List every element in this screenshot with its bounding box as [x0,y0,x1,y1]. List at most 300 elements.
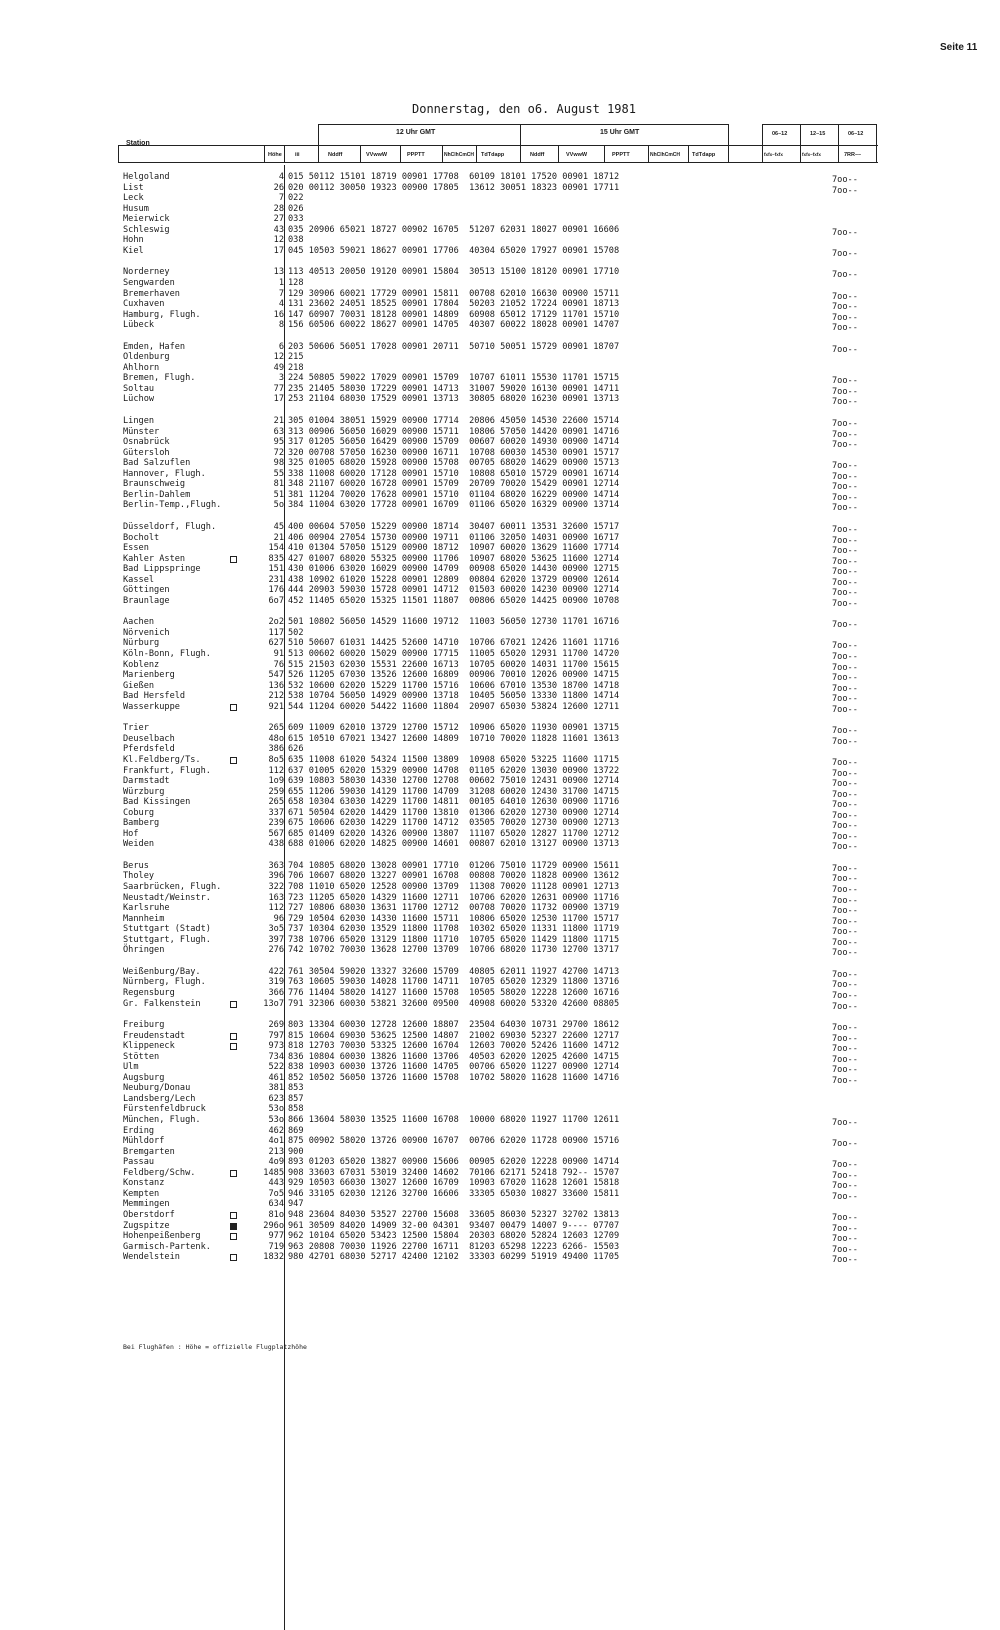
observation-row: 737 10304 62030 13529 11800 11708 10302 65020 11331 11800 11719 [288,924,620,935]
station-height: 627 [268,638,284,649]
header-col: VVwwW [566,152,588,158]
station-name: Marienberg [123,670,175,681]
observation-row: 908 33603 67031 53019 32400 14602 70106 62171 52418 792-- 15707 [288,1167,620,1178]
station-height: 55 [273,468,284,479]
observation-row: 338 11008 60020 17128 00901 15710 10808 65010 15729 00901 16714 [288,468,620,479]
station-height: 1 [278,277,284,288]
station-height: 443 [268,1178,284,1189]
station-height: 12 [273,352,284,363]
station-name: Helgoland [123,172,170,182]
observation-row: 738 10706 65020 13129 11800 11710 10705 65020 11429 11800 11715 [288,934,620,945]
station-height: 176 [268,585,284,596]
precipitation-group: 7oo-- [832,524,858,535]
station-name: Braunlage [123,595,170,606]
observation-row: 026 [288,203,304,214]
precipitation-group: 7oo-- [832,1212,858,1223]
precipitation-group: 7oo-- [832,556,858,567]
station-name: Sengwarden [123,277,175,288]
station-name: Düsseldorf, Flugh. [123,521,217,532]
observation-row: 444 20903 59030 15728 00901 14712 01503 60020 14230 00900 12714 [288,585,620,596]
observation-row: 510 50607 61031 14425 52600 14710 10706 67021 12426 11601 11716 [288,638,620,649]
station-name: Bad Salzuflen [123,458,191,469]
observation-row: 452 11405 65020 15325 11501 11807 00806 65020 14425 00900 10708 [288,595,620,606]
observation-row: 131 23602 24051 18525 00901 17804 50203 21052 17224 00901 18713 [288,299,620,310]
station-name: Neuburg/Donau [123,1083,191,1094]
station-name: Öhringen [123,945,165,956]
station-height: 259 [268,786,284,797]
station-name: Aachen [123,617,155,628]
station-name: Neustadt/Weinstr. [123,892,211,903]
station-height: 6 [278,341,284,352]
station-name: Freudenstadt [123,1030,186,1041]
observation-row: 675 10606 62030 14229 11700 14712 03505 70020 12730 00900 12713 [288,818,620,829]
station-height: 13 [273,267,284,278]
precipitation-group: 7oo-- [832,1118,858,1128]
precipitation-group: 7oo-- [832,567,858,578]
station-height: 21 [273,532,284,543]
station-name: München, Flugh. [123,1115,201,1125]
precipitation-group: 7oo-- [832,1065,858,1076]
observation-row: 305 01004 38051 15929 00900 17714 20806 45050 14530 22600 15714 [288,416,620,426]
precipitation-group: 7oo-- [832,969,858,980]
precipitation-group: 7oo-- [832,482,858,493]
precipitation-group: 7oo-- [832,768,858,779]
observation-row: 723 11205 65020 14329 11600 12711 10706 62020 12631 00900 11716 [288,892,620,903]
station-height: 7o5 [268,1188,284,1199]
header-col: NhClhCmCH [650,152,680,158]
precipitation-group: 7oo-- [832,1191,858,1202]
station-name: Würzburg [123,786,165,797]
observation-row: 538 10704 56050 14929 00900 13718 10405 56050 13330 11800 14714 [288,691,620,702]
precipitation-group: 7oo-- [832,874,858,885]
observation-row: 688 01006 62020 14825 00900 14601 00807 62010 13127 00900 13713 [288,839,620,850]
header-extra: fxfx–fxfx [802,152,821,157]
station-name: Konstanz [123,1178,165,1189]
observation-row: 015 50112 15101 18719 00901 17708 60109 18101 17520 00901 18712 [288,172,620,182]
header-col: PPPTT [407,152,425,158]
station-height: 381 [268,1083,284,1094]
station-height: 567 [268,828,284,839]
mountain-station-marker [230,1212,237,1219]
station-name: Kahler Asten [123,553,186,564]
observation-row: 708 11010 65020 12528 00900 13709 11308 70020 11128 00901 12713 [288,882,620,892]
observation-row: 022 [288,193,304,204]
station-height: 276 [268,945,284,956]
station-name: Bamberg [123,818,160,829]
station-height: 977 [268,1231,284,1242]
observation-row: 384 11004 63020 17728 00901 16709 01106 65020 16329 00900 13714 [288,500,620,511]
station-height: 734 [268,1051,284,1062]
precipitation-group: 7oo-- [832,831,858,842]
observation-row: 320 00708 57050 16230 00900 16711 10708 60030 14530 00901 15717 [288,447,620,458]
station-height: 921 [268,701,284,712]
precipitation-group: 7oo-- [832,757,858,768]
station-name: Passau [123,1157,155,1168]
station-height: 27 [273,214,284,225]
station-height: 239 [268,818,284,829]
station-height: 77 [273,383,284,394]
precipitation-group: 7oo-- [832,535,858,546]
station-name: Berlin-Temp.,Flugh. [123,500,222,511]
station-height: 265 [268,797,284,808]
station-height: 231 [268,574,284,585]
station-height: 269 [268,1020,284,1031]
precipitation-group: 7oo-- [832,1075,858,1086]
header-extra: 12–15 [810,131,826,137]
station-name: Lingen [123,416,155,426]
station-height: 16 [273,309,284,320]
observation-row: 218 [288,362,304,373]
header-extra: 06–12 [848,131,864,137]
station-height: 7 [278,288,284,299]
precipitation-group: 7oo-- [832,694,858,705]
station-height: 76 [273,659,284,670]
precipitation-group: 7oo-- [832,577,858,588]
precipitation-group: 7oo-- [832,270,858,281]
observation-row: 818 12703 70030 53325 12600 16704 12603 70020 52426 11600 14712 [288,1041,620,1052]
observation-row: 128 [288,277,304,288]
station-name: Bremen, Flugh. [123,373,196,384]
precipitation-group: 7oo-- [832,641,858,652]
precipitation-group: 7oo-- [832,323,858,334]
precipitation-group: 7oo-- [832,895,858,906]
observation-row: 313 00906 56050 16029 00900 15711 10806 57050 14420 00901 14716 [288,426,620,437]
station-height: 366 [268,987,284,998]
station-height: 51 [273,489,284,500]
precipitation-group: 7oo-- [832,1044,858,1055]
mountain-station-marker [230,704,237,711]
station-name: Oldenburg [123,352,170,363]
observation-row: 526 11205 67030 13526 12600 16809 00906 70010 12026 00900 14715 [288,670,620,681]
precipitation-group: 7oo-- [832,662,858,673]
observation-row: 893 01203 65020 13827 00900 15606 00905 62020 12228 00900 14714 [288,1157,620,1168]
station-height: 43 [273,224,284,235]
station-name: Husum [123,203,149,214]
observation-row: 761 30504 59020 13327 32600 15709 40805 62011 11927 42700 14713 [288,966,620,977]
precipitation-group: 7oo-- [832,492,858,503]
precipitation-group: 7oo-- [832,810,858,821]
station-name: Hohn [123,235,144,246]
station-name: Coburg [123,807,155,818]
observation-row: 113 40513 20050 19120 00901 15804 30513 15100 18120 00901 17710 [288,267,620,278]
station-name: Weiden [123,839,155,850]
observation-row: 875 00902 58020 13726 00900 16707 00706 62020 11728 00900 15716 [288,1136,620,1147]
precipitation-group: 7oo-- [832,471,858,482]
observation-row: 858 [288,1104,304,1115]
station-name: Weißenburg/Bay. [123,966,201,977]
observation-row: 655 11206 59030 14129 11700 14709 31208 60020 12430 31700 14715 [288,786,620,797]
station-name: Berus [123,860,149,871]
observation-row: 836 10804 60030 13826 11600 13706 40503 62020 12025 42600 14715 [288,1051,620,1062]
precipitation-group: 7oo-- [832,397,858,408]
station-name: Bocholt [123,532,160,543]
precipitation-group: 7oo-- [832,440,858,451]
station-height: 422 [268,966,284,977]
observation-row: 852 10502 56050 13726 11600 15708 10702 58020 11628 11600 14716 [288,1072,620,1083]
station-name: Deuselbach [123,733,175,744]
station-height: 265 [268,723,284,734]
station-height: 835 [268,553,284,564]
precipitation-group: 7oo-- [832,1033,858,1044]
observation-row: 544 11204 60020 54422 11600 11804 20907 65030 53824 12600 12711 [288,701,620,712]
observation-row: 853 [288,1083,304,1094]
precipitation-group: 7oo-- [832,227,858,238]
footnote: Bei Flughäfen : Höhe = offizielle Flugplatzhöhe [123,1343,307,1351]
header-col: VVwwW [366,152,388,158]
station-height: 8 [278,320,284,331]
observation-row: 348 21107 60020 16728 00901 15709 20709 70020 15429 00901 12714 [288,479,620,490]
observation-row: 946 33105 62030 12126 32700 16606 33305 65030 10827 33600 15811 [288,1188,620,1199]
station-height: 117 [268,627,284,638]
station-name: Lüchow [123,394,155,405]
station-name: Norderney [123,267,170,278]
station-height: 1832 [263,1252,284,1263]
station-height: 322 [268,882,284,892]
precipitation-group: 7oo-- [832,429,858,440]
observation-row: 961 30509 84020 14909 32-00 04301 93407 00479 14007 9---- 07707 [288,1220,620,1231]
observation-row: 410 01304 57050 15129 00900 18712 10907 60020 13629 11600 17714 [288,543,620,554]
station-name: Ahlhorn [123,362,160,373]
precipitation-group: 7oo-- [832,821,858,832]
observation-row: 857 [288,1093,304,1104]
station-name: Garmisch-Partenk. [123,1241,211,1252]
station-height: 296o [263,1220,284,1231]
station-height: 397 [268,934,284,945]
precipitation-group: 7oo-- [832,1139,858,1150]
precipitation-group: 7oo-- [832,990,858,1001]
station-name: Nörvenich [123,627,170,638]
station-height: 547 [268,670,284,681]
header-col: PPPTT [612,152,630,158]
precipitation-group: 7oo-- [832,789,858,800]
station-height: 13o7 [263,998,284,1009]
station-name: Memmingen [123,1199,170,1210]
station-name: Zugspitze [123,1220,170,1231]
precipitation-group: 7oo-- [832,1234,858,1245]
observation-row: 838 10903 60030 13726 11600 14705 00706 65020 11227 00900 12714 [288,1062,620,1073]
observation-row: 215 [288,352,304,363]
station-height: 386 [268,744,284,755]
mountain-station-marker [230,1043,237,1050]
observation-row: 406 00904 27054 15730 00900 19711 01106 32050 14031 00900 16717 [288,532,620,543]
header-col: TdTdapp [481,152,505,158]
station-name: Kl.Feldberg/Ts. [123,754,201,765]
station-name: Schleswig [123,224,170,235]
observation-row: 962 10104 65020 53423 12500 15804 20303 68020 52824 12603 12709 [288,1231,620,1242]
observation-row: 704 10805 68020 13028 00901 17710 01206 75010 11729 00900 15611 [288,860,620,871]
station-name: Gr. Falkenstein [123,998,201,1009]
precipitation-group: 7oo-- [832,546,858,557]
station-name: Klippeneck [123,1041,175,1052]
observation-row: 532 10600 62020 15229 11700 15716 10606 67010 13530 18700 14718 [288,680,620,691]
station-height: 363 [268,860,284,871]
observation-row: 947 [288,1199,304,1210]
observation-row: 729 10504 62030 14330 11600 15711 10806 65020 12530 11700 15717 [288,913,620,924]
station-height: 81o [268,1209,284,1220]
observation-row: 325 01005 68020 15928 00900 15708 00705 68020 14629 00900 15713 [288,458,620,469]
station-name: Mühldorf [123,1136,165,1147]
station-height: 4o9 [268,1157,284,1168]
observation-row: 501 10802 56050 14529 11600 19712 11003 56050 12730 11701 16716 [288,617,620,628]
header-col: TdTdapp [692,152,716,158]
observation-row: 609 11009 62010 13729 12700 15712 10906 65020 11930 00901 13715 [288,723,620,734]
station-height: 2o2 [268,617,284,628]
observation-row: 929 10503 66030 13027 12600 16709 10903 67020 11628 12601 15818 [288,1178,620,1189]
station-height: 634 [268,1199,284,1210]
station-name: Münster [123,426,160,437]
precipitation-group: 7oo-- [832,1001,858,1012]
observation-row: 045 10503 59021 18627 00901 17706 40304 65020 17927 00901 15708 [288,245,620,256]
station-height: 81 [273,479,284,490]
station-name: Hannover, Flugh. [123,468,206,479]
station-height: 212 [268,691,284,702]
station-height: 6o7 [268,595,284,606]
station-name: Hohenpeißenberg [123,1231,201,1242]
station-height: 53o [268,1115,284,1125]
precipitation-group: 7oo-- [832,376,858,387]
station-height: 17 [273,394,284,405]
observation-row: 727 10806 68030 13631 11700 12712 00708 70020 11732 00900 13719 [288,903,620,914]
station-name: Köln-Bonn, Flugh. [123,649,211,659]
station-height: 319 [268,977,284,988]
station-name: Emden, Hafen [123,341,186,352]
observation-row: 020 00112 30050 19323 00900 17805 13612 30051 18323 00901 17711 [288,182,620,193]
precipitation-group: 7oo-- [832,1023,858,1034]
header-15-gmt: 15 Uhr GMT [600,129,640,136]
station-name: Nürburg [123,638,160,649]
station-height: 461 [268,1072,284,1083]
mountain-station-filled-marker [230,1223,237,1230]
precipitation-group: 7oo-- [832,980,858,991]
observation-row: 685 01409 62020 14326 00900 13807 11107 65020 12827 11700 12712 [288,828,620,839]
observation-row: 635 11008 61020 54324 11500 13809 10908 65020 53225 11600 11715 [288,754,620,765]
station-height: 462 [268,1125,284,1136]
station-name: Hamburg, Flugh. [123,309,201,320]
station-height: 26 [273,182,284,193]
precipitation-group: 7oo-- [832,937,858,948]
station-name: Stuttgart (Stadt) [123,924,211,935]
observation-row: 671 50504 62020 14429 11700 13810 01306 62020 12730 00900 12714 [288,807,620,818]
station-height: 48o [268,733,284,744]
observation-row: 438 10902 61020 15228 00901 12809 00804 62020 13729 00900 12614 [288,574,620,585]
precipitation-group: 7oo-- [832,1054,858,1065]
precipitation-group: 7oo-- [832,620,858,631]
precipitation-group: 7oo-- [832,652,858,662]
station-height: 797 [268,1030,284,1041]
station-name: Nürnberg, Flugh. [123,977,206,988]
precipitation-group: 7oo-- [832,704,858,715]
precipitation-group: 7oo-- [832,419,858,429]
station-height: 12 [273,235,284,246]
observation-row: 869 [288,1125,304,1136]
station-name: Oberstdorf [123,1209,175,1220]
station-height: 17 [273,245,284,256]
station-name: Leck [123,193,144,204]
station-name: Gütersloh [123,447,170,458]
station-height: 53o [268,1104,284,1115]
precipitation-group: 7oo-- [832,312,858,323]
station-name: Augsburg [123,1072,165,1083]
precipitation-group: 7oo-- [832,842,858,853]
station-name: Essen [123,543,149,554]
station-name: Bad Lippspringe [123,564,201,575]
precipitation-group: 7oo-- [832,916,858,927]
station-name: Meierwick [123,214,170,225]
observation-row: 742 10702 70030 13628 12700 13709 10706 68020 11730 12700 13717 [288,945,620,956]
station-name: Hof [123,828,139,839]
header-col: NhClhCmCH [444,152,474,158]
observation-row: 033 [288,214,304,225]
observation-row: 035 20906 65021 18727 00902 16705 51207 62031 18027 00901 16606 [288,224,620,235]
station-name: Wasserkuppe [123,701,180,712]
station-name: Kassel [123,574,155,585]
observation-row: 156 60506 60022 18627 00901 14705 40307 60022 18028 00901 14707 [288,320,620,331]
station-height: 4 [278,299,284,310]
observation-row: 235 21405 58030 17229 00901 14713 31007 59020 16130 00901 14711 [288,383,620,394]
observation-row: 963 20808 70030 11926 22700 16711 81203 65298 12223 6266- 15503 [288,1241,620,1252]
station-name: Stuttgart, Flugh. [123,934,211,945]
observation-row: 639 10803 58030 14330 12700 12708 00602 75010 12431 00900 12714 [288,776,620,787]
station-name: Trier [123,723,149,734]
station-height: 1o9 [268,776,284,787]
station-name: Regensburg [123,987,175,998]
station-height: 21 [273,416,284,426]
station-name: Karlsruhe [123,903,170,914]
precipitation-group: 7oo-- [832,386,858,397]
station-height: 438 [268,839,284,850]
precipitation-group: 7oo-- [832,302,858,313]
station-height: 136 [268,680,284,691]
precipitation-group: 7oo-- [832,344,858,355]
station-name: Ulm [123,1062,139,1073]
station-name: Darmstadt [123,776,170,787]
station-height: 72 [273,447,284,458]
station-name: Fürstenfeldbruck [123,1104,206,1115]
precipitation-group: 7oo-- [832,1160,858,1171]
observation-row: 430 01006 63020 16029 00900 14709 00908 65020 14430 00900 12715 [288,564,620,575]
observation-row: 763 10605 59030 14028 11700 14711 10705 65020 12329 11800 13716 [288,977,620,988]
observation-row: 515 21503 62030 15531 22600 16713 10705 60020 14031 11700 15615 [288,659,620,670]
station-height: 7 [278,193,284,204]
observation-row: 147 60907 70031 18128 00901 14809 60908 65012 17129 11701 15710 [288,309,620,320]
station-height: 623 [268,1093,284,1104]
observation-row: 791 32306 60030 53821 32600 09500 40908 60020 53320 42600 08805 [288,998,620,1009]
station-height: 4 [278,172,284,182]
precipitation-group: 7oo-- [832,726,858,737]
precipitation-group: 7oo-- [832,736,858,747]
precipitation-group: 7oo-- [832,503,858,514]
station-height: 96 [273,913,284,924]
station-height: 396 [268,871,284,882]
precipitation-group: 7oo-- [832,927,858,938]
station-height: 337 [268,807,284,818]
page-number: Seite 11 [940,42,978,53]
observation-row: 658 10304 63030 14229 11700 14811 00105 64010 12630 00900 11716 [288,797,620,808]
station-height: 973 [268,1041,284,1052]
station-name: Bad Hersfeld [123,691,186,702]
precipitation-group: 7oo-- [832,885,858,895]
observation-row: 253 21104 68030 17529 00901 13713 30805 68020 16230 00901 13713 [288,394,620,405]
observation-row: 706 10607 68020 13227 00901 16708 00808 70020 11828 00900 13612 [288,871,620,882]
mountain-station-marker [230,1254,237,1261]
precipitation-group: 7oo-- [832,598,858,609]
precipitation-group: 7oo-- [832,1255,858,1266]
station-height: 95 [273,437,284,448]
station-height: 213 [268,1146,284,1157]
observation-row: 980 42701 68030 52717 42400 12102 33303 60299 51919 49400 11705 [288,1252,620,1263]
header-12-gmt: 12 Uhr GMT [396,129,436,136]
mountain-station-marker [230,757,237,764]
